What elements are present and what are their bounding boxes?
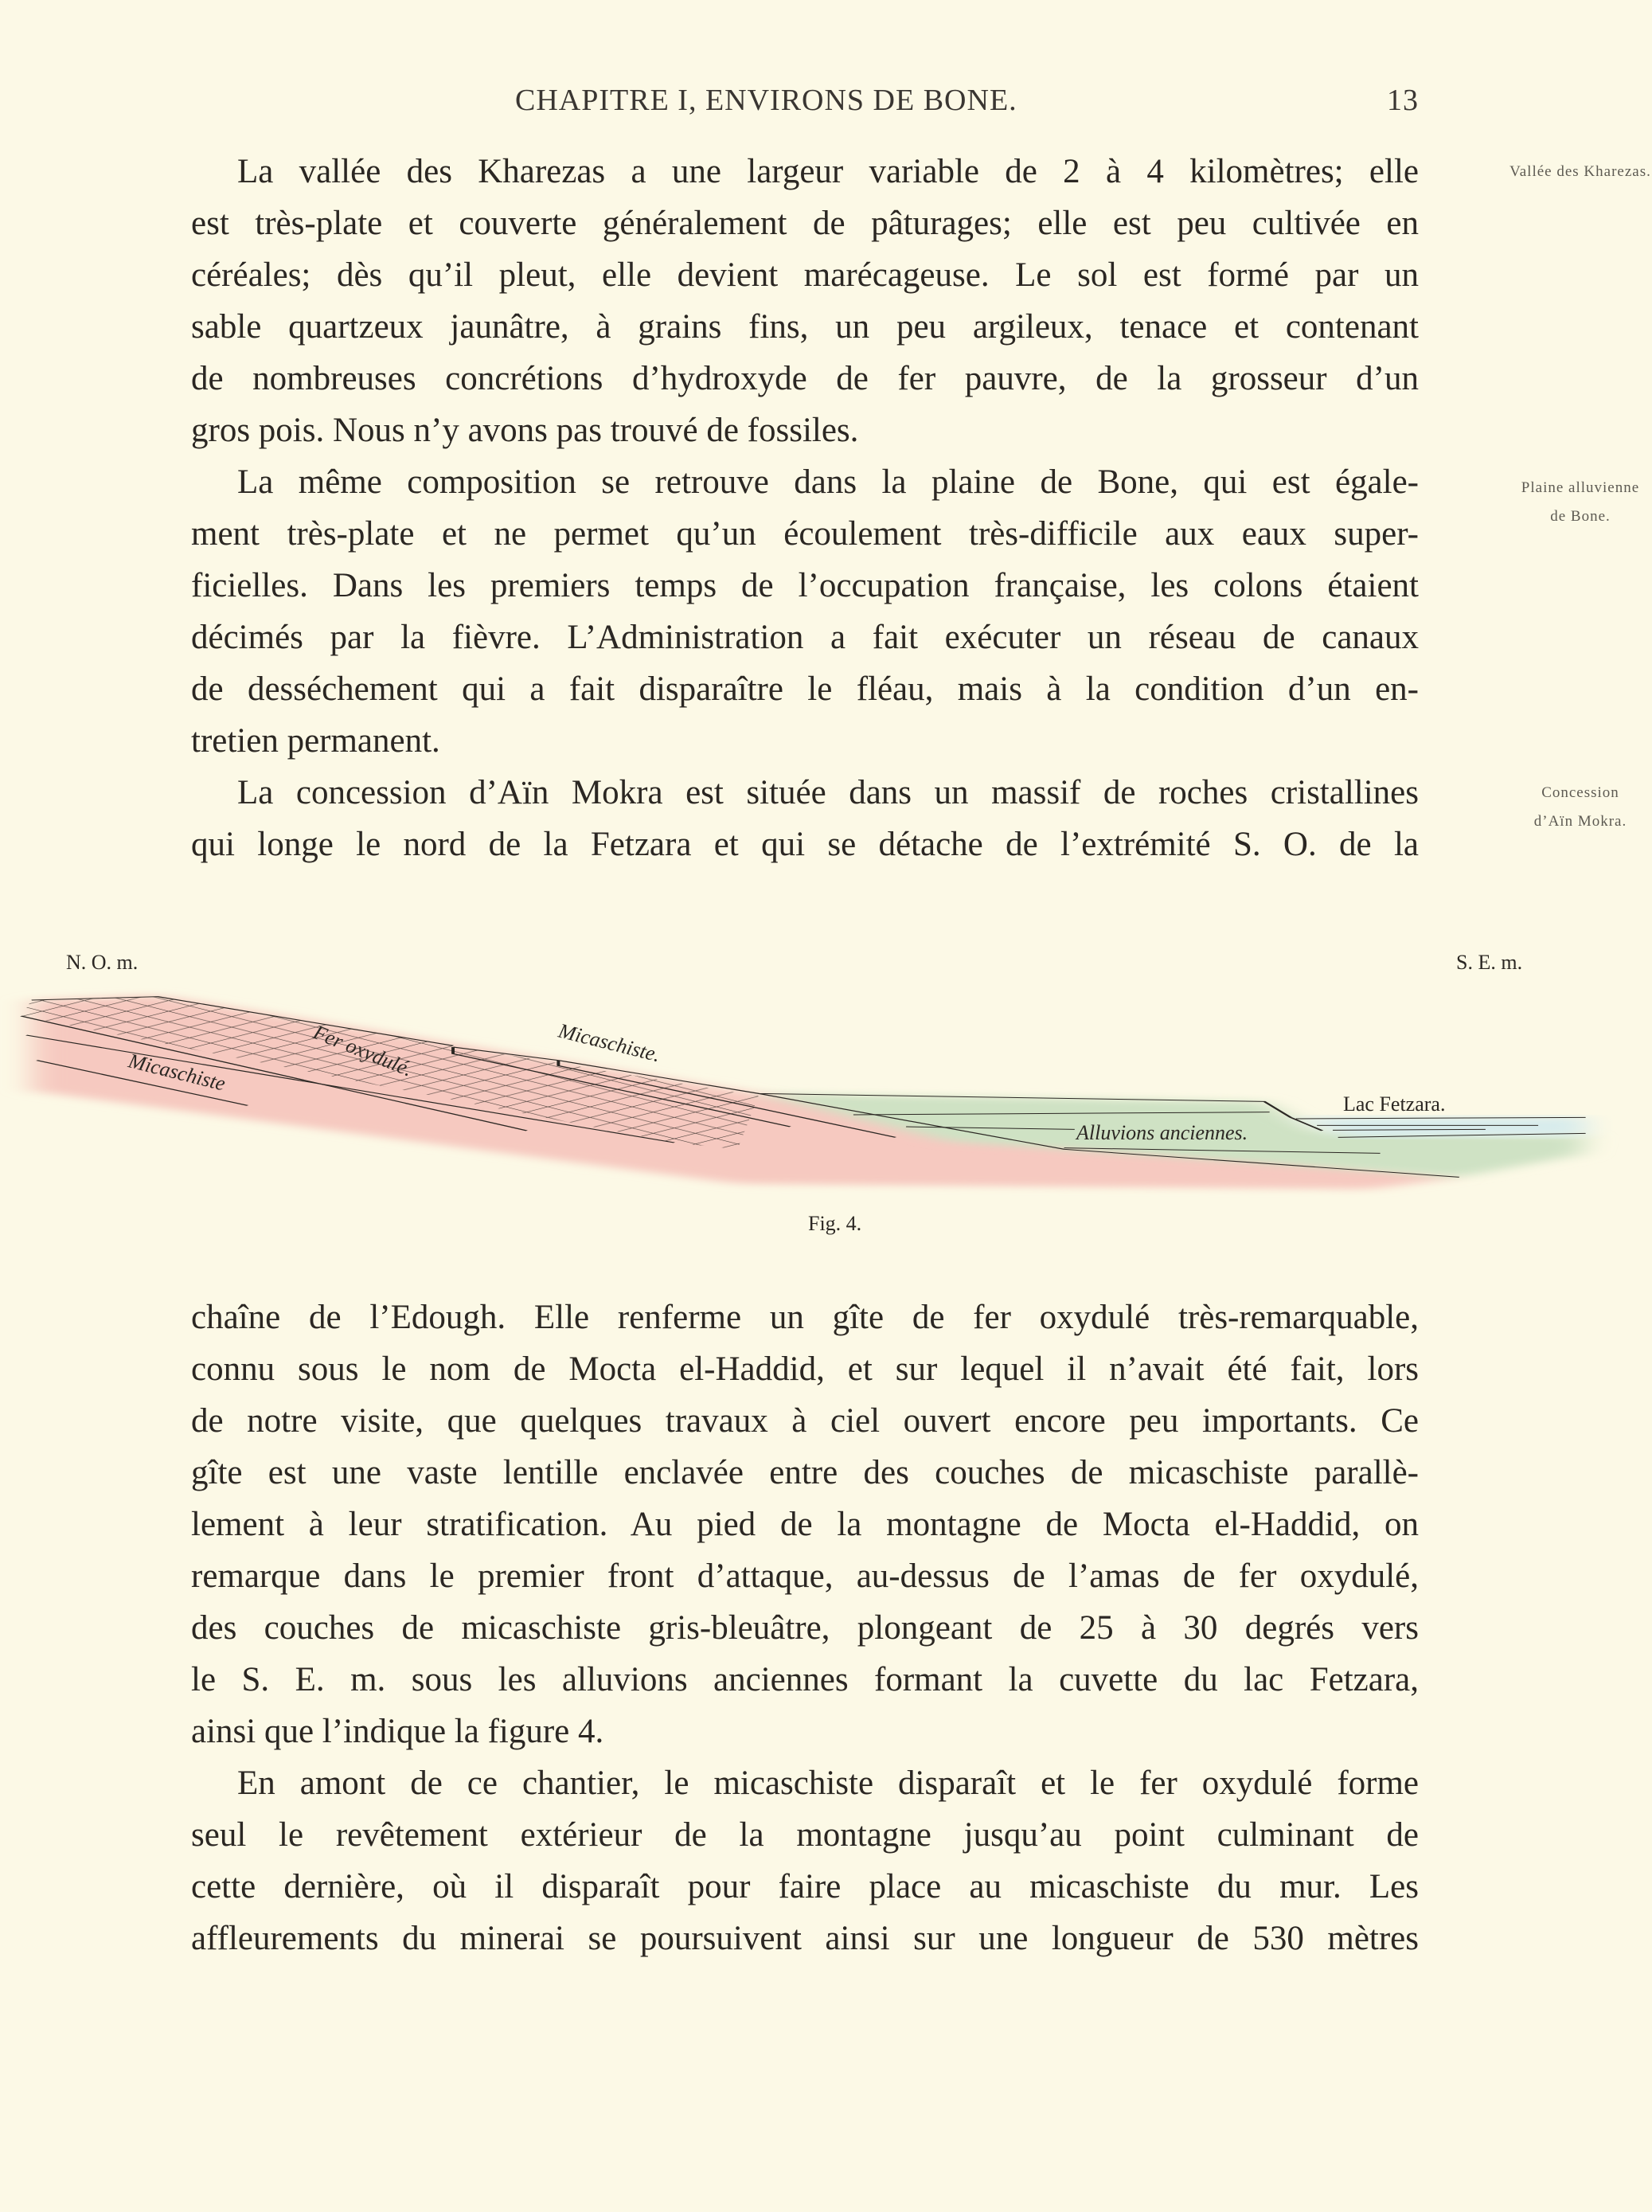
text-line: connu sous le nom de Mocta el-Haddid, et sur lequel il n’avait été fait, lors [191,1350,1419,1388]
margin-note-line: d’Aïn Mokra. [1533,813,1627,830]
text-line: céréales; dès qu’il pleut, elle devient marécageuse. Le sol est formé par un [191,256,1419,294]
figure-4-geological-section [0,916,1652,1250]
margin-note-concession [1477,779,1652,836]
text-line: cette dernière, où il disparaît pour faire place au micaschiste du mur. Les [191,1868,1419,1905]
text-line: des couches de micaschiste gris-bleuâtre, plongeant de 25 à 30 degrés vers [191,1609,1419,1647]
margin-note-plaine [1477,474,1652,531]
text-line: le S. E. m. sous les alluvions anciennes formant la cuvette du lac Fetzara, [191,1661,1419,1698]
label-fer-oxydule: Fer oxydulé. [310,1020,416,1081]
margin-note-line: Vallée des Kharezas. [1509,163,1651,180]
text-line: est très-plate et couverte généralement de pâturages; elle est peu cultivée en [191,205,1419,242]
text-line: ment très-plate et ne permet qu’un écoulement très-difficile aux eaux super- [191,515,1419,553]
label-micaschiste-lower: Micaschiste [126,1049,228,1096]
text-line: ficielles. Dans les premiers temps de l’occupation française, les colons étaient [191,567,1419,604]
section-drawing [0,916,1652,1250]
text-line: qui longe le nord de la Fetzara et qui se détache de l’extrémité S. O. de la [191,826,1419,863]
text-line: lement à leur stratification. Au pied de la montagne de Mocta el-Haddid, on [191,1506,1419,1543]
text-line: de nombreuses concrétions d’hydroxyde de fer pauvre, de la grosseur d’un [191,360,1419,397]
text-line: En amont de ce chantier, le micaschiste disparaît et le fer oxydulé forme [237,1765,1419,1802]
text-line: gros pois. Nous n’y avons pas trouvé de fossiles. [191,412,859,449]
margin-note-line: de Bone. [1550,508,1611,525]
text-line: remarque dans le premier front d’attaque, au-dessus de l’amas de fer oxydulé, [191,1557,1419,1595]
margin-note-vallee [1477,158,1652,186]
text-line: tretien permanent. [191,722,440,760]
text-line: de notre visite, que quelques travaux à ciel ouvert encore peu importants. Ce [191,1402,1419,1440]
label-lac-fetzara: Lac Fetzara. [1343,1092,1446,1116]
margin-note-line: Plaine alluvienne [1521,479,1640,496]
text-line: chaîne de l’Edough. Elle renferme un gîte de fer oxydulé très-remarquable, [191,1299,1419,1336]
text-line: La vallée des Kharezas a une largeur variable de 2 à 4 kilomètres; elle [237,153,1419,190]
text-line: de desséchement qui a fait disparaître le fléau, mais à la condition d’un en- [191,670,1419,708]
text-line: affleurements du minerai se poursuivent ainsi sur une longueur de 530 mètres [191,1920,1419,1957]
label-nw: N. O. m. [66,951,139,974]
text-line: décimés par la fièvre. L’Administration a fait exécuter un réseau de canaux [191,619,1419,656]
text-line: gîte est une vaste lentille enclavée entre des couches de micaschiste parallè- [191,1454,1419,1491]
text-line: ainsi que l’indique la figure 4. [191,1713,604,1750]
page-number: 13 [1387,84,1419,117]
label-alluvions: Alluvions anciennes. [1076,1121,1248,1144]
figure-caption: Fig. 4. [808,1212,862,1235]
text-line: La même composition se retrouve dans la plaine de Bone, qui est égale- [237,463,1419,501]
text-line: sable quartzeux jaunâtre, à grains fins, un peu argileux, tenace et contenant [191,308,1419,346]
text-line: seul le revêtement extérieur de la montagne jusqu’au point culminant de [191,1816,1419,1854]
margin-note-line: Concession [1541,784,1619,801]
running-header: CHAPITRE I, ENVIRONS DE BONE. [515,84,1017,117]
label-se: S. E. m. [1456,951,1523,974]
text-line: La concession d’Aïn Mokra est située dans un massif de roches cristallines [237,774,1419,811]
label-micaschiste-upper: Micaschiste. [556,1018,663,1067]
